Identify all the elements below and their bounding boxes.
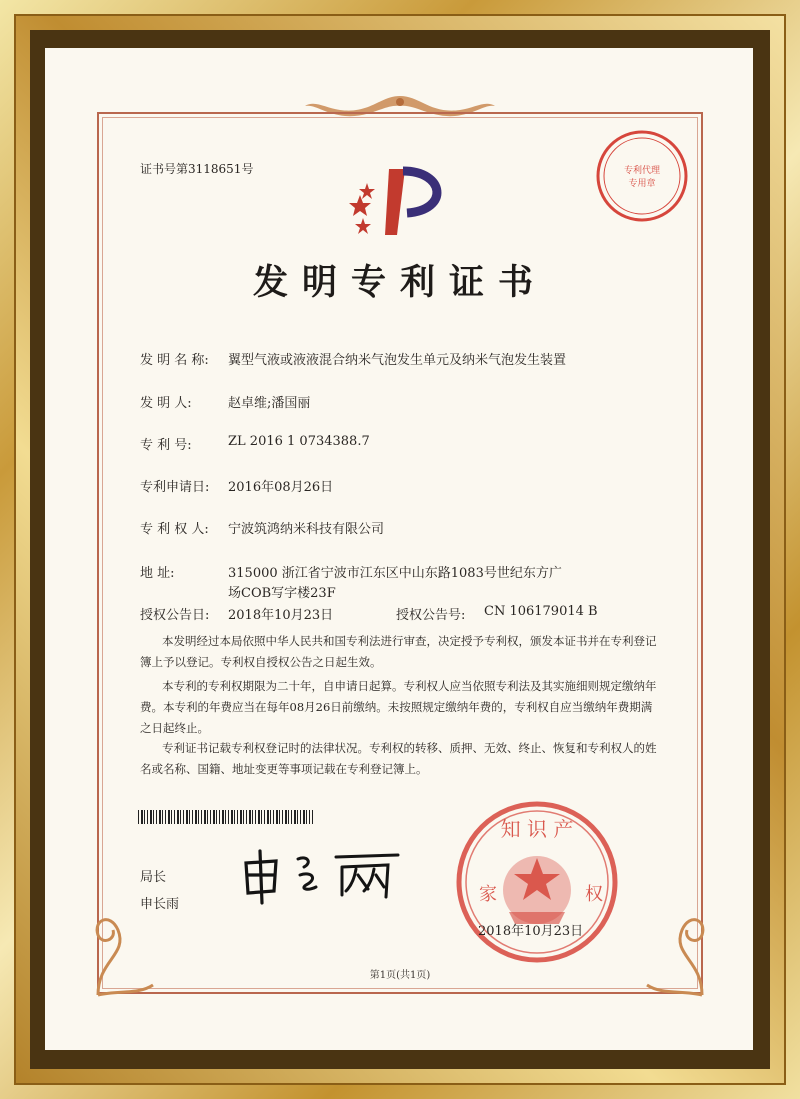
certificate-number: 证书号第3118651号: [140, 162, 254, 176]
svg-text:知 识 产: 知 识 产: [500, 817, 574, 841]
patentee-value: 宁波筑鸿纳米科技有限公司: [228, 522, 385, 537]
svg-text:家: 家: [479, 884, 497, 905]
grant-number-value: CN 106179014 B: [484, 604, 598, 619]
patent-agency-seal-icon: [594, 128, 690, 224]
application-date-label: 专利申请日:: [140, 480, 210, 495]
address-label: 地 址:: [140, 566, 175, 581]
grant-date-label: 授权公告日:: [140, 608, 210, 623]
bottom-left-ornament-icon: [88, 900, 158, 1000]
address-line-1: 315000 浙江省宁波市江东区中山东路1083号世纪东方广: [228, 566, 562, 581]
svg-text:专用章: 专用章: [628, 179, 656, 189]
svg-text:权: 权: [585, 884, 603, 905]
body-paragraph-2: 本专利的专利权期限为二十年，自申请日起算。专利权人应当依照专利法及其实施细则规定缴纳年费。本专利的年费应当在每年08月26日前缴纳。未按照规定缴纳年费的，专利权自应当缴纳年费期满之日起终止。: [140, 679, 657, 735]
body-paragraph-3: 专利证书记载专利权登记时的法律状况。专利权的转移、质押、无效、终止、恢复和专利权人的姓名或名称、国籍、地址变更等事项记载在专利登记簿上。: [140, 741, 657, 776]
grant-number-label: 授权公告号:: [396, 608, 466, 623]
grant-date-value: 2018年10月23日: [228, 608, 334, 623]
invention-name-value: 翼型气液或液液混合纳米气泡发生单元及纳米气泡发生装置: [228, 353, 567, 368]
patent-number-value: ZL 2016 1 0734388.7: [228, 434, 370, 449]
application-date-value: 2016年08月26日: [228, 480, 334, 495]
svg-text:专利代理: 专利代理: [623, 166, 661, 176]
patent-number-label: 专 利 号:: [140, 438, 192, 453]
invention-name-label: 发 明 名 称:: [140, 353, 209, 368]
director-title: 局长: [140, 870, 167, 885]
bottom-right-ornament-icon: [642, 900, 712, 1000]
inventor-label: 发 明 人:: [140, 396, 192, 411]
director-signature-icon: [238, 845, 408, 905]
official-seal-icon: [455, 800, 620, 965]
barcode: [138, 810, 313, 824]
seal-date: 2018年10月23日: [478, 924, 584, 939]
patentee-label: 专 利 权 人:: [140, 522, 209, 537]
page-footer: 第1页(共1页): [369, 970, 431, 981]
address-line-2: 场COB写字楼23F: [228, 586, 336, 601]
body-paragraph-1: 本发明经过本局依照中华人民共和国专利法进行审查，决定授予专利权，颁发本证书并在专利登记簿上予以登记。专利权自授权公告之日起生效。: [140, 634, 657, 669]
patent-office-logo-icon: [345, 165, 455, 240]
inventor-value: 赵卓维;潘国丽: [228, 396, 311, 411]
director-name: 申长雨: [140, 897, 180, 912]
certificate-title: 发明专利证书: [252, 263, 547, 303]
